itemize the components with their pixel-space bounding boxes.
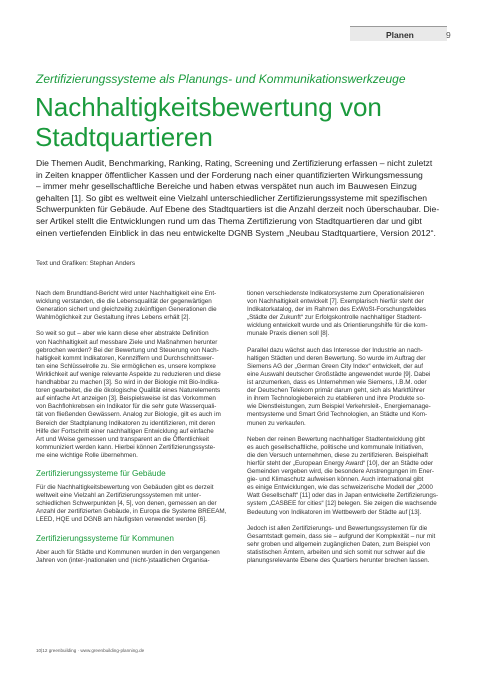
title-line: Stadtquartieren — [35, 122, 213, 152]
text-line: statistischen Ämtern, arbeiten und sich somit nur schwer auf die — [247, 549, 426, 556]
text-line: auf einfache Art anzeigen [3]. Beispielsweise ist das Vorkommen — [36, 395, 216, 403]
text-line: Hilfe der Fortschritt einer nachhaltigen Entwicklung auf einfache — [36, 427, 214, 435]
text-line: Nach dem Brundtland-Bericht wird unter Nachhaltigkeit eine Ent- — [36, 290, 217, 297]
text-line: Neben der reinen Bewertung nachhaltiger Stadtentwicklung gibt — [247, 435, 425, 443]
section-heading: Zertifizierungssysteme für Gebäude — [36, 469, 166, 479]
intro-line: Schwerpunkten für Gebäude. Auf Ebene des Stadtquartiers ist die Anzahl derzeit noch überschaubar. Die- — [36, 204, 440, 215]
right-column — [247, 290, 452, 573]
text-line: Anzahl der zertifizierten Gebäude, in Europa die Systeme BREEAM, — [36, 508, 227, 516]
paragraph — [247, 436, 452, 517]
text-line: Bedeutung von Indikatoren im Wettbewerb der Städte auf [13]. — [247, 508, 422, 516]
left-column — [36, 290, 231, 573]
text-line: tionen verschiedenste Indikatorsysteme zum Operationalisieren — [247, 290, 425, 297]
text-line: toren gearbeitet, die die ökologische Qualität eines Naturelements — [36, 387, 221, 395]
article-title — [35, 92, 455, 152]
intro-line: – immer mehr gesellschaftliche Bereiche und haben etwas verspätet nun auch im Bauwesen Einzug — [36, 181, 417, 192]
text-line: es auch gesellschaftliche, politische und kommunale Initiativen, — [247, 443, 424, 451]
paragraph — [36, 290, 231, 322]
text-line: me eine wichtige Rolle übernehmen. — [36, 451, 138, 459]
text-line: system „CASBEE for cities“ [12] belegen. Sie zeigen die wachsende — [247, 500, 437, 508]
article-kicker: Zertifizierungssysteme als Planungs- und Kommunikationswerkzeuge — [36, 72, 406, 86]
text-line: munale Praxis dienen soll [8]. — [247, 330, 330, 338]
text-line: tät von fließenden Gewässern. Analog zur Biologie, gilt es auch im — [36, 411, 221, 419]
text-line: Wirklichkeit auf wenige relevante Aspekte zu reduzieren und diese — [36, 370, 221, 378]
title-line: Nachhaltigkeitsbewertung von — [35, 92, 382, 122]
text-line: die den Versuch unternehmen, diese zu zertifizieren. Beispielhaft — [247, 451, 428, 459]
text-line: wicklung entwickelt wurde und als Orientierungshilfe für die kom- — [247, 322, 428, 330]
text-line: Jahren von (inter-)nationalen und (nicht-)staatlichen Organisa- — [36, 556, 210, 564]
text-line: munen zu verkaufen. — [247, 419, 306, 427]
text-line: ist anzumerken, dass es Unternehmen wie Siemens, I.B.M. oder — [247, 379, 427, 387]
text-line: Art und Weise gemessen und transparent an die Öffentlichkeit — [36, 435, 210, 443]
text-line: von Bachflohkrebsen ein Indikator für die sehr gute Wasserquali- — [36, 403, 217, 411]
text-line: Generation sichert und gleichzeitig zukünftigen Generationen die — [36, 306, 217, 314]
text-line: Watt Gesellschaft“ [11] oder das in Japan entwickelte Zertifizierungs- — [247, 492, 439, 500]
paragraph — [36, 484, 231, 524]
paragraph — [36, 549, 231, 565]
text-line: Parallel dazu wächst auch das Interesse der Industrie an nach- — [247, 346, 423, 354]
text-line: schiedlichen Schwerpunkten [4, 5], von denen, gemessen an der — [36, 500, 217, 508]
text-line: der Deutschen Telekom primär darum geht, sich als Marktführer — [247, 387, 425, 395]
text-line: Gesamtstadt gemein, dass sie – aufgrund der Komplexität – nur mit — [247, 532, 436, 540]
text-line: handhabbar zu machen [3]. So wird in der Biologie mit Bio-Indika- — [36, 379, 220, 387]
text-line: in ihrem Technologiebereich zu etablieren und ihre Produkte so- — [247, 395, 426, 403]
text-line: haltigen Städten und deren Bewertung. So wurde im Auftrag der — [247, 354, 426, 362]
text-line: Bereich der Stadtplanung Indikatoren zu identifizieren, mit deren — [36, 419, 216, 427]
intro-line: gehalten [1]. So gibt es weltweit eine Vielzahl unterschiedlicher Zertifizierungssysteme mit spezifischen — [36, 192, 428, 203]
text-line: von Nachhaltigkeit auf messbare Ziele und Maßnahmen herunter — [36, 338, 218, 346]
page-footer: 10|12 greenbuilding · www.greenbuilding-planning.de — [36, 648, 145, 653]
text-line: haltigkeit kommt Indikatoren, Kennziffern und Durchschnittswer- — [36, 354, 215, 362]
text-line: Indikatorkatalog, der im Rahmen des ExWoSt-Forschungsfeldes — [247, 306, 427, 314]
intro-line: ser Artikel stellt die Entwicklungen rund um das Thema Zertifizierung von Stadtquartieren dar und gibt — [36, 215, 422, 226]
text-line: es einige Entwicklungen, wie das schweizerische Modell der „2000 — [247, 484, 433, 492]
section-heading: Zertifizierungssysteme für Kommunen — [36, 533, 174, 543]
text-line: planungsrelevante Ebene des Quartiers herunter brechen lassen. — [247, 557, 430, 565]
text-line: gie- und Klimaschutz aufweisen können. Auch international gibt — [247, 476, 424, 484]
paragraph — [247, 525, 452, 565]
paragraph — [247, 290, 452, 339]
paragraph — [247, 347, 452, 428]
text-line: mentsysteme und Smart Grid Technologien, an Städte und Kom- — [247, 411, 428, 419]
text-line: Wahlmöglichkeit zur Gestaltung ihres Lebens erhält [2]. — [36, 314, 191, 322]
text-line: „Städte der Zukunft“ zur Erfolgskontrolle nachhaltiger Stadtent- — [247, 314, 423, 322]
text-line: So weit so gut – aber wie kann diese eher abstrakte Definition — [36, 330, 209, 338]
text-line: Jedoch ist allen Zertifizierungs- und Bewertungssystemen für die — [247, 524, 428, 532]
text-line: hierfür steht der „European Energy Award“ [10], der an Städte oder — [247, 459, 434, 467]
text-line: wicklung verstanden, die die Lebensqualität der gegenwärtigen — [36, 298, 212, 306]
text-line: von Nachhaltigkeit entwickelt [7]. Exemplarisch hierfür steht der — [247, 298, 424, 306]
text-line: Für die Nachhaltigkeitsbewertung von Gebäuden gibt es derzeit — [36, 484, 214, 492]
text-line: gebrochen werden? Bei der Bewertung und Steuerung von Nach- — [36, 346, 219, 354]
page-number: 9 — [446, 30, 451, 40]
section-label: Planen — [386, 30, 414, 40]
text-line: Aber auch für Städte und Kommunen wurden in den vergangenen — [36, 548, 220, 556]
text-line: sehr groben und allgemein zugänglichen Daten, zum Beispiel von — [247, 540, 431, 548]
text-line: kommuniziert werden kann. Hierbei können Zertifizierungssyste- — [36, 443, 216, 451]
paragraph — [36, 330, 231, 460]
text-line: Siemens AG der „German Green City Index“ entwickelt, der auf — [247, 362, 424, 370]
text-line: weltweit eine Vielzahl an Zertifizierungssystemen mit unter- — [36, 492, 202, 500]
text-line: wie Dienstleistungen, zum Beispiel Verkehrsleit-, Energiemanage- — [247, 403, 431, 411]
intro-line: in Zeiten knapper öffentlicher Kassen und der Forderung nach einer quantifizierten Wirkungsmessung — [36, 169, 423, 180]
intro-line: einen vertiefenden Einblick in das neu entwickelte DGNB System „Neubau Stadtquartiere, Version 2012“. — [36, 227, 436, 238]
byline: Text und Grafiken: Stephan Anders — [36, 260, 136, 267]
article-intro — [36, 158, 446, 239]
intro-line: Die Themen Audit, Benchmarking, Ranking, Rating, Screening und Zertifizierung erfassen – nicht zuletzt — [36, 158, 433, 168]
text-line: LEED, HQE und DGNB am häufigsten verwendet werden [6]. — [36, 516, 207, 524]
text-line: Gemeinden vergeben wird, die besondere Anstrengungen im Ener- — [247, 468, 434, 476]
text-line: eine Auswahl deutscher Großstädte angewendet wurde [9]. Dabei — [247, 370, 431, 378]
text-line: ten eine Schlüsselrolle zu. Sie ermöglichen es, unsere komplexe — [36, 362, 216, 370]
